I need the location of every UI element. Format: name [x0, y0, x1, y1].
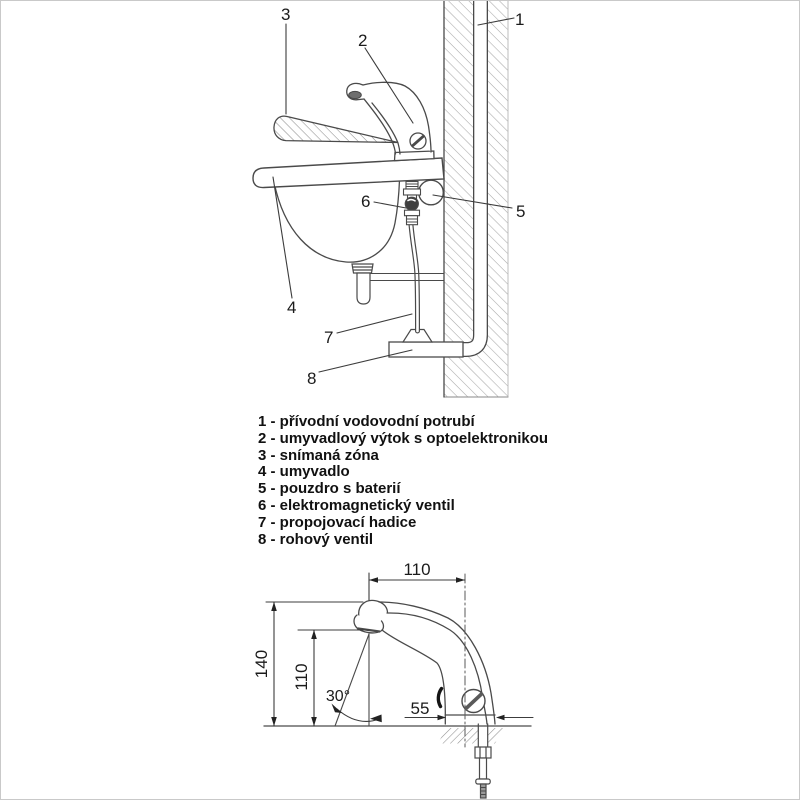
legend-item-6: 6 - elektromagnetický ventil [258, 496, 455, 514]
dim-outlet-height [292, 630, 369, 726]
callout-5-label: 5 [516, 202, 526, 221]
drain-trap [352, 264, 373, 304]
callout-6-leader [374, 202, 406, 208]
callout-4-leader [273, 177, 292, 298]
dim-total-height-value: 140 [252, 649, 271, 679]
dim-outlet-height-value: 110 [292, 663, 311, 691]
callout-8-leader [319, 350, 412, 372]
callout-2-label: 2 [358, 31, 368, 50]
callout-8-label: 8 [307, 369, 317, 388]
dim-base-depth-value: 55 [410, 699, 430, 718]
legend-item-1: 1 - přívodní vodovodní potrubí [258, 413, 475, 430]
basin-bowl [274, 180, 400, 262]
callout-4-label: 4 [287, 298, 297, 317]
legend [258, 414, 548, 548]
callout-7-label: 7 [324, 328, 334, 347]
legend-item-4: 4 - umyvadlo [258, 463, 350, 481]
dim-reach-value: 110 [403, 560, 431, 579]
technical-drawing-canvas [1, 1, 799, 799]
sensor-window [438, 689, 441, 707]
spout-aerator [349, 91, 362, 98]
support-bar [370, 274, 444, 281]
dim-sensing-angle-value: 30° [325, 688, 351, 705]
dim-sensing-angle [326, 688, 382, 722]
connecting-hose [411, 225, 418, 331]
legend-item-2: 2 - umyvadlový výtok s optoelektronikou [258, 429, 549, 447]
spout-head [359, 600, 388, 617]
dimension-drawing [252, 560, 533, 798]
callout-7-leader [337, 314, 412, 333]
battery-housing [419, 180, 444, 205]
installation-diagram [253, 1, 525, 397]
callout-6-label: 6 [361, 192, 371, 211]
callout-1-label: 1 [515, 10, 525, 29]
callout-3-label: 3 [281, 5, 291, 24]
solenoid-valve [404, 182, 421, 225]
legend-item-7: 7 - propojovací hadice [258, 513, 417, 531]
dim-reach [369, 560, 465, 600]
angle-valve-bracket [389, 342, 463, 357]
legend-item-8: 8 - rohový ventil [258, 530, 374, 548]
legend-item-5: 5 - pouzdro s baterií [258, 480, 401, 498]
legend-item-3: 3 - snímaná zóna [258, 446, 379, 464]
faucet [347, 82, 434, 160]
mounting-surface-hatch [438, 728, 503, 744]
